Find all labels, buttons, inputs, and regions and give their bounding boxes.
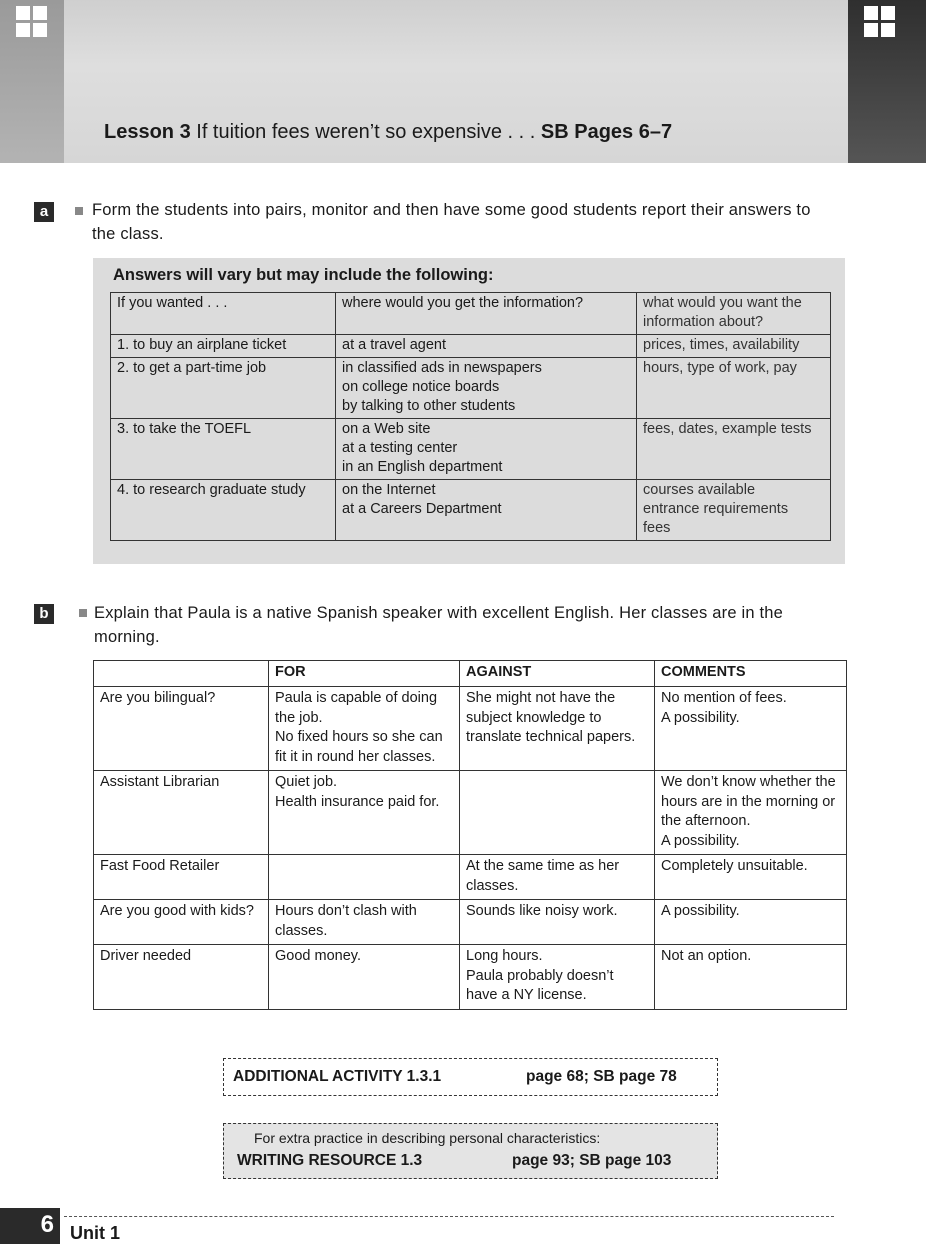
cell-line: entrance requirements <box>643 501 789 517</box>
table-row <box>111 335 831 358</box>
cell-line: We don’t know whether the hours are in the morning or the afternoon. <box>661 774 836 829</box>
table-cell <box>655 855 847 900</box>
table-row <box>94 900 847 945</box>
page-number: 6 <box>0 1208 60 1244</box>
table-row <box>111 480 831 541</box>
cell-line: Paula is capable of doing the job. <box>275 690 438 726</box>
table-header-row <box>111 293 831 335</box>
table-header-cell: where would you get the information? <box>336 293 637 335</box>
cell-line: prices, times, availability <box>643 337 800 353</box>
cell-line: on the Internet <box>342 482 436 498</box>
table-cell <box>460 771 655 855</box>
answers-panel-a <box>93 258 845 564</box>
cell-line: fees, dates, example tests <box>643 421 812 437</box>
table-cell <box>336 358 637 419</box>
table-header-cell: If you wanted . . . <box>111 293 336 335</box>
lesson-label: Lesson 3 <box>104 121 191 143</box>
table-cell <box>269 771 460 855</box>
instruction-b: Explain that Paula is a native Spanish speaker with excellent English. Her classes are in the morning. <box>94 604 784 646</box>
additional-activity-pages: page 68; SB page 78 <box>526 1068 677 1085</box>
table-cell <box>336 480 637 541</box>
table-row <box>94 771 847 855</box>
cell-line: A possibility. <box>661 709 740 726</box>
table-cell: Are you bilingual? <box>94 687 269 771</box>
table-cell <box>460 687 655 771</box>
table-header-cell: COMMENTS <box>655 661 847 687</box>
table-cell <box>460 945 655 1010</box>
cell-line: at a testing center <box>342 440 458 456</box>
job-evaluation-table <box>93 660 847 1010</box>
table-cell <box>336 335 637 358</box>
table-row <box>94 945 847 1010</box>
table-header-cell: AGAINST <box>460 661 655 687</box>
writing-resource-note: For extra practice in describing personal characteristics: <box>254 1130 601 1146</box>
cell-line: Quiet job. <box>275 774 338 790</box>
cell-line: fees <box>643 520 671 536</box>
table-cell: Driver needed <box>94 945 269 1010</box>
sb-reference: SB Pages 6–7 <box>540 121 673 143</box>
cell-line: No fixed hours so she can fit it in round her classes. <box>275 729 443 765</box>
cell-line: Good money. <box>275 948 361 964</box>
cell-line: Completely unsuitable. <box>661 858 808 874</box>
table-cell <box>655 771 847 855</box>
additional-activity-box <box>223 1058 718 1096</box>
table-cell: 2. to get a part-time job <box>111 358 336 419</box>
table-cell <box>655 945 847 1010</box>
table-cell <box>269 945 460 1010</box>
cell-line: Health insurance paid for. <box>275 793 440 810</box>
bullet-icon <box>75 207 83 215</box>
table-cell <box>269 855 460 900</box>
cell-line: Sounds like noisy work. <box>466 903 618 919</box>
step-marker-b: b <box>34 604 54 624</box>
header-corner-left <box>0 0 64 163</box>
table-row <box>111 419 831 480</box>
cell-line: courses available <box>643 482 756 498</box>
additional-activity-name: ADDITIONAL ACTIVITY 1.3.1 <box>233 1068 442 1085</box>
header-corner-right <box>848 0 926 163</box>
table-cell: 3. to take the TOEFL <box>111 419 336 480</box>
cell-line: by talking to other students <box>342 398 516 414</box>
table-header-cell: FOR <box>269 661 460 687</box>
lesson-title <box>104 121 804 144</box>
table-cell <box>336 419 637 480</box>
table-cell <box>269 900 460 945</box>
table-cell: Fast Food Retailer <box>94 855 269 900</box>
cell-line: She might not have the subject knowledge to translate technical papers. <box>466 690 636 745</box>
instruction-a: Form the students into pairs, monitor and then have some good students report their answers to the class. <box>92 201 811 243</box>
table-cell: 1. to buy an airplane ticket <box>111 335 336 358</box>
writing-resource-name: WRITING RESOURCE 1.3 <box>237 1152 423 1169</box>
cell-line: Hours don’t clash with classes. <box>275 903 417 939</box>
grid-icon <box>16 6 48 38</box>
bullet-icon <box>79 609 87 617</box>
cell-line: No mention of fees. <box>661 690 787 706</box>
cell-line: in classified ads in newspapers <box>342 360 542 376</box>
cell-line: hours, type of work, pay <box>643 360 797 376</box>
table-cell <box>637 419 831 480</box>
cell-line: Not an option. <box>661 948 752 964</box>
table-header-cell: what would you want the information about? <box>637 293 831 335</box>
cell-line: at a Careers Department <box>342 501 502 517</box>
table-row <box>94 687 847 771</box>
table-row <box>94 855 847 900</box>
table-cell <box>655 687 847 771</box>
cell-line: At the same time as her classes. <box>466 858 620 894</box>
table-cell: Assistant Librarian <box>94 771 269 855</box>
table-header-cell <box>94 661 269 687</box>
table-cell <box>637 335 831 358</box>
cell-line: Long hours. <box>466 948 543 964</box>
grid-icon <box>864 6 896 38</box>
cell-line: Paula probably doesn’t have a NY license. <box>466 967 614 1003</box>
unit-label: Unit 1 <box>70 1223 121 1243</box>
table-cell <box>655 900 847 945</box>
cell-line: A possibility. <box>661 903 740 919</box>
table-cell <box>460 855 655 900</box>
table-cell <box>637 358 831 419</box>
cell-line: on a Web site <box>342 421 431 437</box>
cell-line: A possibility. <box>661 832 740 849</box>
footer-divider <box>64 1216 834 1217</box>
table-cell <box>460 900 655 945</box>
information-table <box>110 292 831 541</box>
writing-resource-box <box>223 1123 718 1179</box>
table-cell: 4. to research graduate study <box>111 480 336 541</box>
lesson-title-text: If tuition fees weren’t so expensive . . . <box>196 121 536 143</box>
cell-line: at a travel agent <box>342 337 446 353</box>
table-cell <box>637 480 831 541</box>
table-cell <box>269 687 460 771</box>
answers-heading: Answers will vary but may include the following: <box>113 266 494 284</box>
table-row <box>111 358 831 419</box>
table-cell: Are you good with kids? <box>94 900 269 945</box>
cell-line: on college notice boards <box>342 379 500 395</box>
cell-line: in an English department <box>342 459 503 475</box>
step-marker-a: a <box>34 202 54 222</box>
writing-resource-pages: page 93; SB page 103 <box>512 1152 672 1169</box>
table-header-row <box>94 661 847 687</box>
